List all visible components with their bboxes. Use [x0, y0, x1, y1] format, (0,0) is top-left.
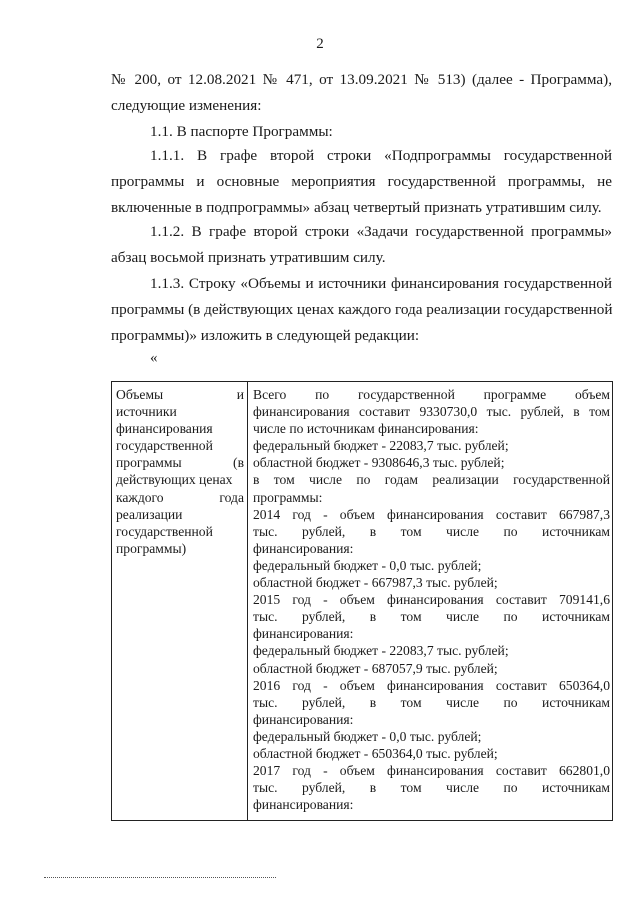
- value-line: 2015 год - объем финансирования составит 709141,6: [253, 592, 610, 608]
- row-value-cell: [253, 386, 610, 813]
- value-line: 2017 год - объем финансирования составит 662801,0: [253, 763, 610, 779]
- value-line: федеральный бюджет - 0,0 тыс. рублей;: [253, 557, 482, 573]
- label-line: государственной: [116, 523, 213, 539]
- page-number: 2: [316, 36, 324, 52]
- paragraph-1-1: [150, 119, 612, 145]
- text-line: включенные в подпрограммы» абзац четвертый признать утратившим силу.: [111, 199, 602, 216]
- value-line: финансирования:: [253, 540, 354, 556]
- paragraph-1-1-3: [111, 271, 612, 349]
- text-line: 1.1.2. В графе второй строки «Задачи государственной программы»: [150, 223, 612, 240]
- value-line: Всего по государственной программе объем: [253, 387, 610, 402]
- value-line: областной бюджет - 650364,0 тыс. рублей;: [253, 745, 498, 761]
- value-line: в том числе по годам реализации государственной: [253, 472, 610, 488]
- label-line: реализации: [116, 506, 183, 522]
- value-line: областной бюджет - 9308646,3 тыс. рублей;: [253, 455, 505, 471]
- text-line: № 200, от 12.08.2021 № 471, от 13.09.2021 № 513) (далее - Программа),: [111, 71, 612, 88]
- value-line: числе по источникам финансирования:: [253, 421, 479, 437]
- label-line: программы (в: [116, 455, 244, 471]
- value-line: программы:: [253, 489, 323, 505]
- paragraph-1-1-1: [111, 143, 612, 221]
- text-line: программы)» изложить в следующей редакции:: [111, 327, 420, 344]
- value-line: тыс. рублей, в том числе по источникам: [253, 609, 610, 625]
- text-line: абзац восьмой признать утратившим силу.: [111, 249, 386, 266]
- value-line: федеральный бюджет - 22083,7 тыс. рублей;: [253, 643, 509, 659]
- label-line: государственной: [116, 438, 213, 454]
- text-line: 1.1.1. В графе второй строки «Подпрограммы государственной: [150, 147, 612, 164]
- value-line: тыс. рублей, в том числе по источникам: [253, 523, 610, 539]
- label-line: финансирования: [116, 421, 213, 437]
- value-line: тыс. рублей, в том числе по источникам: [253, 780, 610, 796]
- label-line: источники: [116, 404, 177, 420]
- value-line: финансирования:: [253, 797, 354, 813]
- value-line: федеральный бюджет - 0,0 тыс. рублей;: [253, 728, 482, 744]
- value-line: 2016 год - объем финансирования составит 650364,0: [253, 677, 610, 693]
- value-line: финансирования составит 9330730,0 тыс. рублей, в том: [253, 404, 610, 420]
- text-line: следующие изменения:: [111, 97, 262, 114]
- value-line: областной бюджет - 687057,9 тыс. рублей;: [253, 660, 498, 676]
- label-line: Объемы и: [116, 387, 244, 402]
- row-label-cell: [116, 386, 244, 557]
- footer-divider: [44, 877, 276, 878]
- opening-quote: «: [150, 350, 158, 366]
- paragraph-intro: [111, 67, 612, 119]
- label-line: каждого года: [116, 489, 244, 505]
- column-divider: [247, 382, 248, 820]
- text-line: 1.1. В паспорте Программы:: [150, 123, 333, 140]
- value-line: финансирования:: [253, 626, 354, 642]
- funding-table: [111, 381, 613, 821]
- text-line: программы (в действующих ценах каждого года реализации государственной: [111, 301, 613, 318]
- text-line: 1.1.3. Строку «Объемы и источники финансирования государственной: [150, 275, 612, 292]
- value-line: тыс. рублей, в том числе по источникам: [253, 694, 610, 710]
- label-line: программы): [116, 540, 187, 556]
- paragraph-1-1-2: [111, 219, 612, 271]
- value-line: федеральный бюджет - 22083,7 тыс. рублей;: [253, 438, 509, 454]
- value-line: 2014 год - объем финансирования составит 667987,3: [253, 506, 610, 522]
- value-line: областной бюджет - 667987,3 тыс. рублей;: [253, 575, 498, 591]
- text-line: программы и основные мероприятия государственной программы, не: [111, 173, 612, 190]
- label-line: действующих ценах: [116, 472, 233, 488]
- value-line: финансирования:: [253, 711, 354, 727]
